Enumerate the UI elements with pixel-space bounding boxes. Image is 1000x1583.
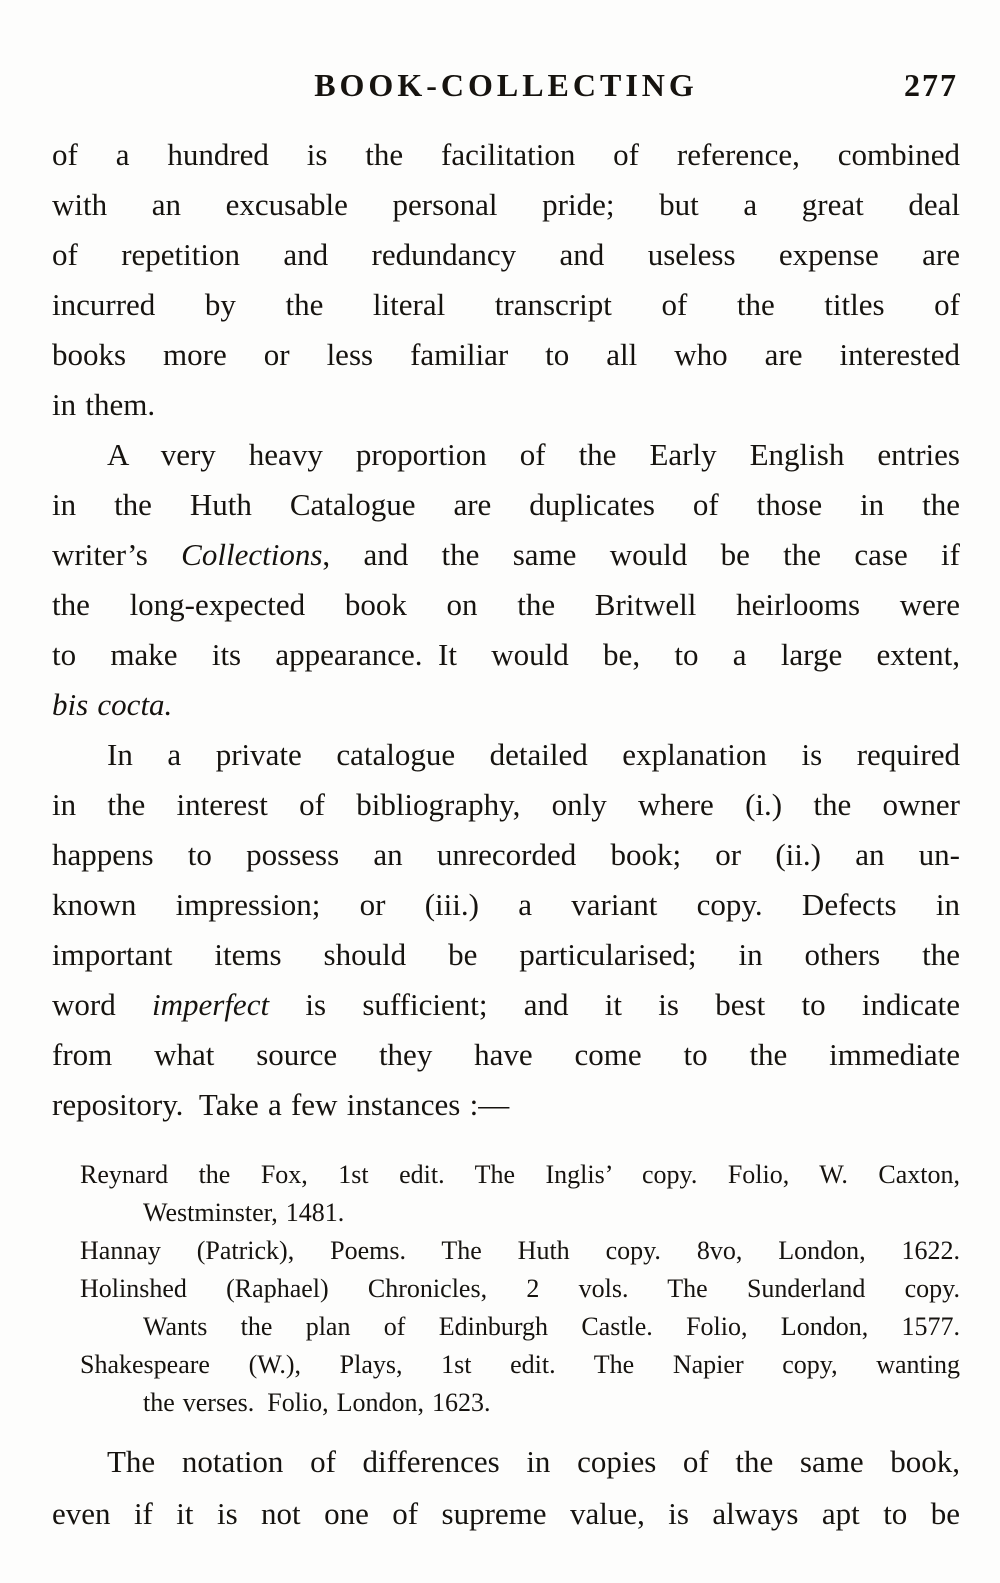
italic-text-line: bis cocta. bbox=[52, 687, 173, 722]
text-line: the long-expected book on the Britwell heirlooms were bbox=[52, 587, 960, 622]
text-line: in the Huth Catalogue are duplicates of those in the bbox=[52, 487, 960, 522]
text-run: writer’s bbox=[52, 537, 182, 572]
page-title: BOOK-COLLECTING bbox=[314, 67, 698, 103]
list-item-line: the verses. Folio, London, 1623. bbox=[143, 1388, 491, 1417]
text-line: important items should be particularised; in others the bbox=[52, 937, 960, 972]
text-line: of repetition and redundancy and useless expense are bbox=[52, 237, 960, 272]
text-line: happens to possess an unrecorded book; or (ii.) an un- bbox=[52, 837, 960, 872]
text-run: word bbox=[52, 987, 152, 1022]
text-line: In a private catalogue detailed explanation is required bbox=[107, 737, 960, 772]
list-item-line: Hannay (Patrick), Poems. The Huth copy. 8vo, London, 1622. bbox=[80, 1236, 960, 1265]
text-line bbox=[52, 530, 960, 580]
text-run: is sufficient; and it is best to indicate bbox=[269, 987, 960, 1022]
list-item-line: Holinshed (Raphael) Chronicles, 2 vols. The Sunderland copy. bbox=[80, 1274, 960, 1303]
text-line: to make its appearance. It would be, to a large extent, bbox=[52, 637, 960, 672]
text-line: repository. Take a few instances :— bbox=[52, 1087, 510, 1122]
body-text-continued bbox=[52, 1436, 960, 1540]
text-run: , and the same would be the case if bbox=[322, 537, 960, 572]
text-line: The notation of differences in copies of the same book, bbox=[107, 1444, 960, 1479]
text-line: from what source they have come to the immediate bbox=[52, 1037, 960, 1072]
running-head bbox=[52, 62, 960, 108]
text-line: A very heavy proportion of the Early English entries bbox=[107, 437, 960, 472]
text-line bbox=[52, 980, 960, 1030]
text-line: even if it is not one of supreme value, is always apt to be bbox=[52, 1496, 960, 1531]
page-number: 277 bbox=[904, 67, 958, 103]
list-item-line: Shakespeare (W.), Plays, 1st edit. The Napier copy, wanting bbox=[80, 1350, 960, 1379]
text-line: with an excusable personal pride; but a great deal bbox=[52, 187, 960, 222]
italic-text: Collections bbox=[181, 537, 323, 572]
text-line: known impression; or (iii.) a variant copy. Defects in bbox=[52, 887, 960, 922]
list-item-line: Wants the plan of Edinburgh Castle. Folio, London, 1577. bbox=[143, 1312, 960, 1341]
book-instances-list bbox=[52, 1156, 960, 1422]
body-text bbox=[52, 130, 960, 1130]
text-line: incurred by the literal transcript of the titles of bbox=[52, 287, 960, 322]
list-item-line: Reynard the Fox, 1st edit. The Inglis’ copy. Folio, W. Caxton, bbox=[80, 1160, 960, 1189]
text-line: in them. bbox=[52, 387, 156, 422]
text-line: books more or less familiar to all who are interested bbox=[52, 337, 960, 372]
list-item-line: Westminster, 1481. bbox=[143, 1198, 345, 1227]
text-line: of a hundred is the facilitation of reference, combined bbox=[52, 137, 960, 172]
text-line: in the interest of bibliography, only where (i.) the owner bbox=[52, 787, 960, 822]
italic-text: imperfect bbox=[152, 987, 270, 1022]
